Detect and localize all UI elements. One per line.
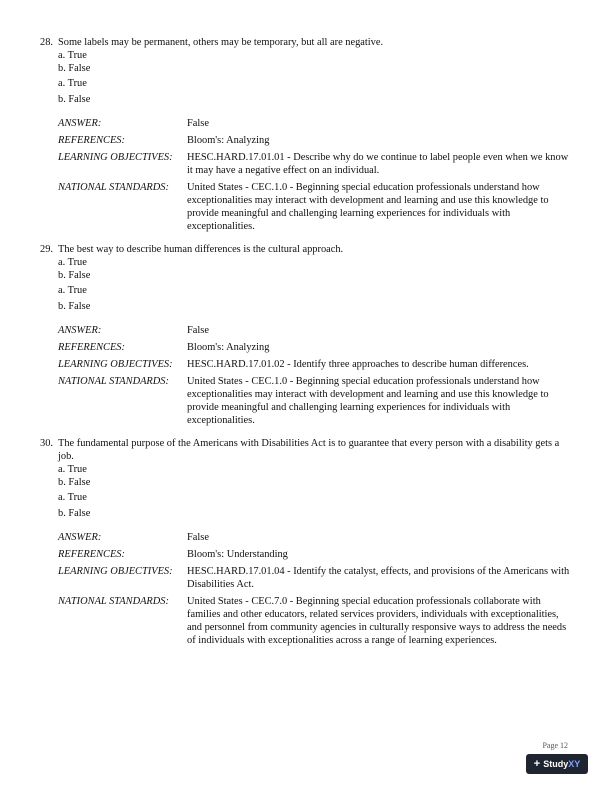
answer-label: ANSWER: xyxy=(58,118,102,129)
national-standards-label: NATIONAL STANDARDS: xyxy=(58,596,169,607)
references-value: Bloom's: Understanding xyxy=(187,549,288,560)
answer-value: False xyxy=(187,325,209,336)
question-text: The best way to describe human differences is the cultural approach. xyxy=(58,244,344,255)
learning-objectives-label: LEARNING OBJECTIVES: xyxy=(58,566,173,577)
learning-objectives-label: LEARNING OBJECTIVES: xyxy=(58,152,173,163)
studyxy-badge[interactable] xyxy=(526,754,588,774)
option-b-repeat: b. False xyxy=(58,301,91,312)
question-30 xyxy=(40,437,572,647)
option-a: a. True xyxy=(58,464,87,475)
references-value: Bloom's: Analyzing xyxy=(187,135,270,146)
question-metadata xyxy=(58,324,572,427)
national-standards-value: United States - CEC.1.0 - Beginning special education professionals understand how exceptionalities may interact with development and learning and use this knowledge to provide meaningful and challenging learning experiences for individuals with exceptionalities. xyxy=(187,376,549,426)
question-28 xyxy=(40,36,572,233)
plus-icon: + xyxy=(533,757,541,770)
question-29 xyxy=(40,243,572,427)
answer-value: False xyxy=(187,532,209,543)
learning-objectives-value: HESC.HARD.17.01.01 - Describe why do we continue to label people even when we know it may have a negative effect on an individual. xyxy=(187,152,569,176)
question-list xyxy=(40,36,572,657)
question-number: 30. xyxy=(40,438,53,449)
answer-value: False xyxy=(187,118,209,129)
national-standards-label: NATIONAL STANDARDS: xyxy=(58,376,169,387)
national-standards-value: United States - CEC.1.0 - Beginning special education professionals understand how exceptionalities may interact with development and learning and use this knowledge to provide meaningful and challenging learning experiences for individuals with exceptionalities. xyxy=(187,182,549,232)
learning-objectives-label: LEARNING OBJECTIVES: xyxy=(58,359,173,370)
option-b: b. False xyxy=(58,270,91,281)
badge-suffix: XY xyxy=(568,758,581,769)
answer-label: ANSWER: xyxy=(58,325,102,336)
option-a: a. True xyxy=(58,50,87,61)
option-a-repeat: a. True xyxy=(58,285,87,296)
references-label: REFERENCES: xyxy=(58,342,125,353)
page-number: Page 12 xyxy=(542,741,568,750)
question-number: 29. xyxy=(40,244,53,255)
answer-options xyxy=(58,256,572,314)
option-b-repeat: b. False xyxy=(58,508,91,519)
option-b-repeat: b. False xyxy=(58,94,91,105)
option-a-repeat: a. True xyxy=(58,492,87,503)
answer-options xyxy=(58,463,572,521)
learning-objectives-value: HESC.HARD.17.01.02 - Identify three approaches to describe human differences. xyxy=(187,359,529,370)
references-label: REFERENCES: xyxy=(58,135,125,146)
question-text: The fundamental purpose of the Americans with Disabilities Act is to guarantee that every person with a disability gets a job. xyxy=(58,438,560,462)
badge-prefix: Study xyxy=(543,758,569,769)
question-metadata xyxy=(58,117,572,233)
references-label: REFERENCES: xyxy=(58,549,125,560)
national-standards-label: NATIONAL STANDARDS: xyxy=(58,182,169,193)
option-a-repeat: a. True xyxy=(58,78,87,89)
question-number: 28. xyxy=(40,37,53,48)
option-b: b. False xyxy=(58,477,91,488)
option-b: b. False xyxy=(58,63,91,74)
references-value: Bloom's: Analyzing xyxy=(187,342,270,353)
answer-options xyxy=(58,49,572,107)
answer-label: ANSWER: xyxy=(58,532,102,543)
question-metadata xyxy=(58,531,572,647)
national-standards-value: United States - CEC.7.0 - Beginning special education professionals collaborate with families and other educators, related services providers, individuals with exceptionalities, and personnel from community agencies in culturally responsive ways to address the needs of individuals with exceptionalities across a range of learning experiences. xyxy=(187,596,567,646)
question-text: Some labels may be permanent, others may be temporary, but all are negative. xyxy=(58,37,384,48)
learning-objectives-value: HESC.HARD.17.01.04 - Identify the catalyst, effects, and provisions of the Americans with Disabilities Act. xyxy=(187,566,570,590)
option-a: a. True xyxy=(58,257,87,268)
